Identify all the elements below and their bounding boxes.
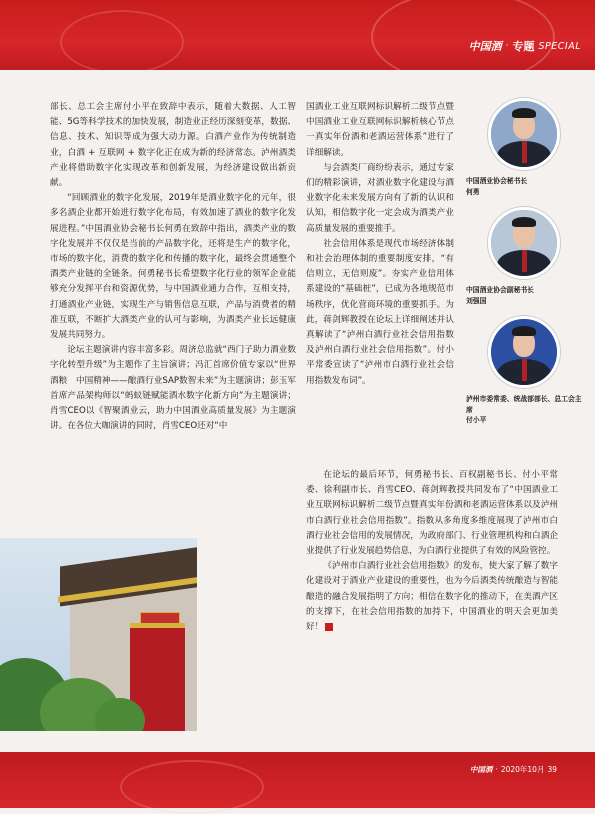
paragraph: 部长、总工会主席付小平在致辞中表示，随着大数据、人工智能、5G等科学技术的加快发展，制造业正经历深刻变革，数据、信息、技术、知识等成为强大动力源。白酒产业作为传统制造业，白酒 + 互联网 + 数字化正在成为新的经济常态。泸州酒类产业将借助数字化实现改革和创新发展，为经济建设做出新贡献。: [50, 102, 296, 189]
footer-banner: [0, 752, 595, 808]
issue-date: 2020年10月: [500, 765, 545, 774]
section-label: [469, 38, 581, 54]
photo-caption: 泸州市委常委、统战部部长、总工会主席 付小平: [466, 395, 582, 424]
paragraph: 在论坛的最后环节，何勇秘书长、百权副秘书长、付小平常委、徐利副市长、肖雪CEO、蒋剑辉教授共同发布了“中国酒业工业互联网标识解析二级节点暨真实年份酒和老酒运营体系以及泸州市白酒行业社会信用指数”。指数从多角度多维度展现了泸州市白酒行业社会信用的发展情况，为政府部门、行业管理机构和白酒企业提供了行业发展趋势信息，为白酒行业提供了有效的风险管控。: [306, 470, 558, 557]
photo-caption: 中国酒业协会秘书长 何勇: [466, 177, 528, 196]
header-pattern: [60, 10, 184, 70]
speaker-portrait: [488, 207, 560, 279]
header-banner: [0, 0, 595, 70]
paragraph: 与会酒类厂商纷纷表示，通过专家们的精彩演讲，对酒业数字化建设与酒业数字化未来发展方向有了新的认识和认知，相信数字化一定会成为酒类产业高质量发展的重要推手。: [306, 162, 454, 234]
paragraph: [306, 559, 558, 635]
speaker-portrait: [488, 316, 560, 388]
footer-brand: 中国酒: [469, 765, 493, 774]
article-column-bottom: [306, 468, 558, 635]
speaker-photos: [458, 98, 584, 436]
photo-caption: 中国酒业协会副秘书长 刘强国: [466, 286, 534, 305]
magazine-name: 中国酒: [468, 40, 502, 53]
paragraph: 国酒业工业互联网标识解析二级节点暨中国酒业工业互联网标识解析核心节点一真实年份酒和老酒运营体系”进行了详细解读。: [306, 102, 454, 158]
section-title: 专题: [512, 40, 535, 53]
header-pattern: [371, 0, 555, 70]
section-title-en: SPECIAL: [538, 40, 581, 52]
article-column-right: [306, 100, 454, 389]
paragraph: 论坛主题演讲内容丰富多彩。周济总监就“西门子助力酒业数字化转型升级”为主题作了主旨演讲；冯汇首席价值专家以“世界酒粮 中国精神——酿酒行业SAP数智未来”为主题演讲；彭玉军首席产品架构师以“蚂蚁链赋能酒水数字化新方向”为主题演讲；肖雪CEO以《智聚酒业云，助力中国酒业高质量发展》为主题演讲。在各位大咖演讲的同时，肖雪CEO还对“中: [50, 345, 296, 432]
separator-dot: ·: [505, 41, 509, 51]
paragraph: 社会信用体系是现代市场经济体制和社会治理体制的重要制度安排，“有信则立，无信则废”。夯实产业信用体系建设的“基础桩”，已成为各地规范市场秩序，优化营商环境的重要抓手。为此，蒋剑辉教授在论坛上详细阐述并认真解读了“泸州白酒行业社会信用指数及泸州白酒行业社会信用指数”。付小平常委宣读了“泸州市白酒行业社会信用指数发布词”。: [306, 238, 454, 386]
end-mark-icon: [325, 623, 333, 631]
footer-info: [470, 764, 557, 775]
page-number: 39: [547, 765, 557, 774]
separator-dot: ·: [495, 765, 498, 774]
building-photo: [0, 538, 197, 731]
article-column-left: [50, 100, 296, 434]
speaker-portrait: [488, 98, 560, 170]
paragraph: “回顾酒业的数字化发展，2019年是酒业数字化的元年，很多名酒企业都开始进行数字化布局，有效加速了酒业的数字化发展进程。”中国酒业协会秘书长何勇在致辞中指出，酒类产业的数字化发展并不仅仅是当前的产品数字化，还将是生产的数字化，市场的数字化，消费的数字化和传播的数字化，最终会贯通整个酒类产业链的全链条。何勇秘书长希望数字化行业的领军企业能够充分发挥平台和资源优势，与中国酒业通力合作，互相支持，打通酒业产业链，实现生产与销售信息互联，产品与消费者的精准互联，不断扩大酒类产业的认可与影响，为酒类产业长远健康发展共同努力。: [50, 193, 296, 341]
footer-pattern: [120, 760, 264, 814]
paragraph-text: 《泸州市白酒行业社会信用指数》的发布，使大家了解了数字化建设对于酒业产业建设的重要性，也为今后酒类传统酿造与智能酿造的融合发展指明了方向；相信在数字化的推动下，在美酒产区的支撑下，在社会信用指数的加持下，中国酒业的明天会更加美好！: [306, 561, 558, 633]
